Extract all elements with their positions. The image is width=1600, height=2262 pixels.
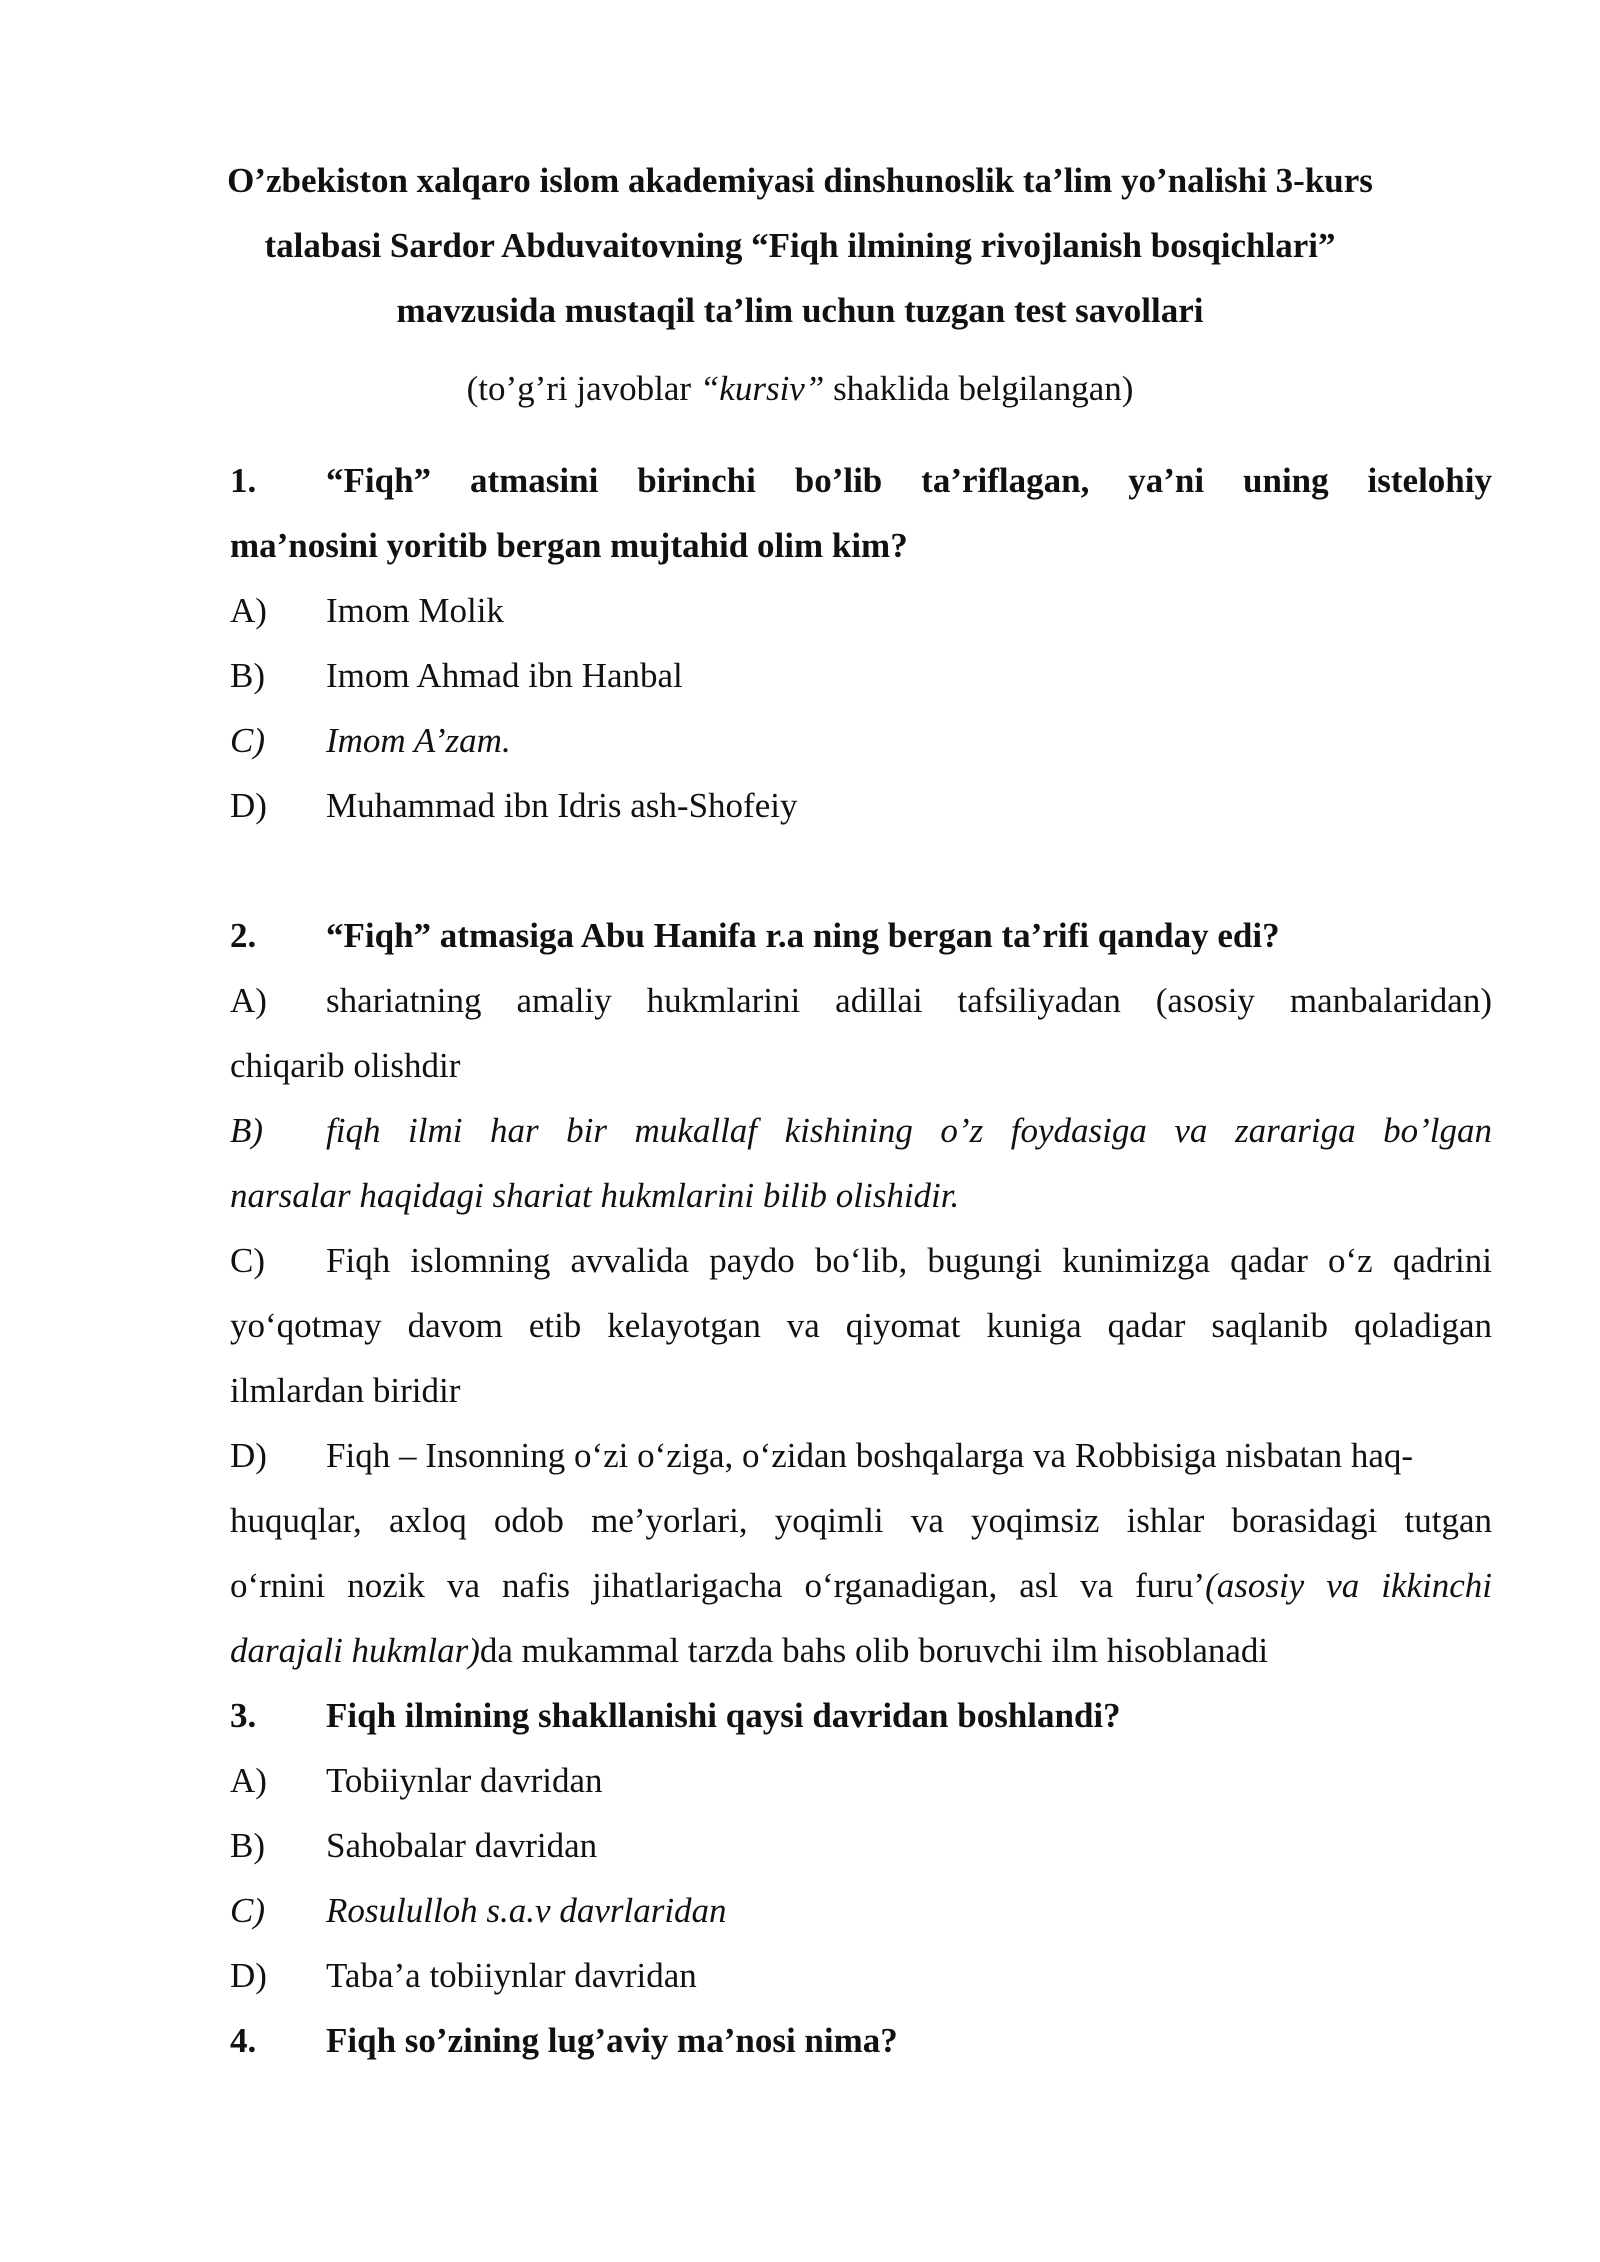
option-c-correct: C) Imom A’zam. — [230, 721, 511, 760]
option-d-cont: o‘rnini nozik va nafis jihatlarigacha o‘rganadigan, asl va furu’(asosiy va ikkinchi — [230, 1566, 1492, 1605]
option-a: A) shariatning amaliy hukmlarini adillai tafsiliyadan (asosiy manbalaridan) — [230, 981, 1492, 1020]
option-a: A) Tobiiynlar davridan — [230, 1761, 603, 1800]
option-d-cont: darajali hukmlar)da mukammal tarzda bahs olib boruvchi ilm hisoblanadi — [230, 1631, 1269, 1670]
question-4: 4. Fiqh so’zining lug’aviy ma’nosi nima? — [230, 2021, 898, 2060]
option-d: D) Taba’a tobiiynlar davridan — [230, 1956, 697, 1995]
option-c: C) Fiqh islomning avvalida paydo bo‘lib, bugungi kunimizga qadar o‘z qadrini — [230, 1241, 1492, 1280]
option-c-cont: ilmlardan biridir — [230, 1371, 461, 1410]
question-3: 3. Fiqh ilmining shakllanishi qaysi davridan boshlandi? — [230, 1696, 1121, 1735]
option-d: D) Muhammad ibn Idris ash-Shofeiy — [230, 786, 798, 825]
option-b: B) Imom Ahmad ibn Hanbal — [230, 656, 683, 695]
option-d-cont: huquqlar, axloq odob me’yorlari, yoqimli va yoqimsiz ishlar borasidagi tutgan — [230, 1501, 1492, 1540]
title-line: O’zbekiston xalqaro islom akademiyasi dinshunoslik ta’lim yo’nalishi 3-kurs — [227, 161, 1373, 200]
document-title — [200, 148, 1400, 343]
title-line: talabasi Sardor Abduvaitovning “Fiqh ilmining rivojlanish bosqichlari” — [264, 226, 1336, 265]
option-b: B) Sahobalar davridan — [230, 1826, 598, 1865]
answer-key-note: (to’g’ri javoblar “kursiv” shaklida belgilangan) — [466, 369, 1134, 408]
option-c-cont: yo‘qotmay davom etib kelayotgan va qiyomat kuniga qadar saqlanib qoladigan — [230, 1306, 1492, 1345]
question-1 — [230, 448, 1492, 513]
option-d: D) Fiqh – Insonning o‘zi o‘ziga, o‘zidan boshqalarga va Robbisiga nisbatan haq- — [230, 1436, 1414, 1475]
title-line: mavzusida mustaqil ta’lim uchun tuzgan test savollari — [396, 291, 1204, 330]
option-b-correct: B) fiqh ilmi har bir mukallaf kishining o’z foydasiga va zarariga bo’lgan — [230, 1111, 1492, 1150]
option-c-correct: C) Rosululloh s.a.v davrlaridan — [230, 1891, 727, 1930]
question-number: 1. — [230, 461, 257, 500]
question-text: “Fiqh” atmasini birinchi bo’lib ta’riflagan, ya’ni uning istelohiy — [326, 461, 1492, 500]
option-b-cont: narsalar haqidagi shariat hukmlarini bilib olishidir. — [230, 1176, 960, 1215]
option-a: A) Imom Molik — [230, 591, 504, 630]
option-a-cont: chiqarib olishdir — [230, 1046, 461, 1085]
question-1-cont: ma’nosini yoritib bergan mujtahid olim kim? — [230, 526, 908, 565]
question-2: 2. “Fiqh” atmasiga Abu Hanifa r.a ning bergan ta’rifi qanday edi? — [230, 916, 1280, 955]
